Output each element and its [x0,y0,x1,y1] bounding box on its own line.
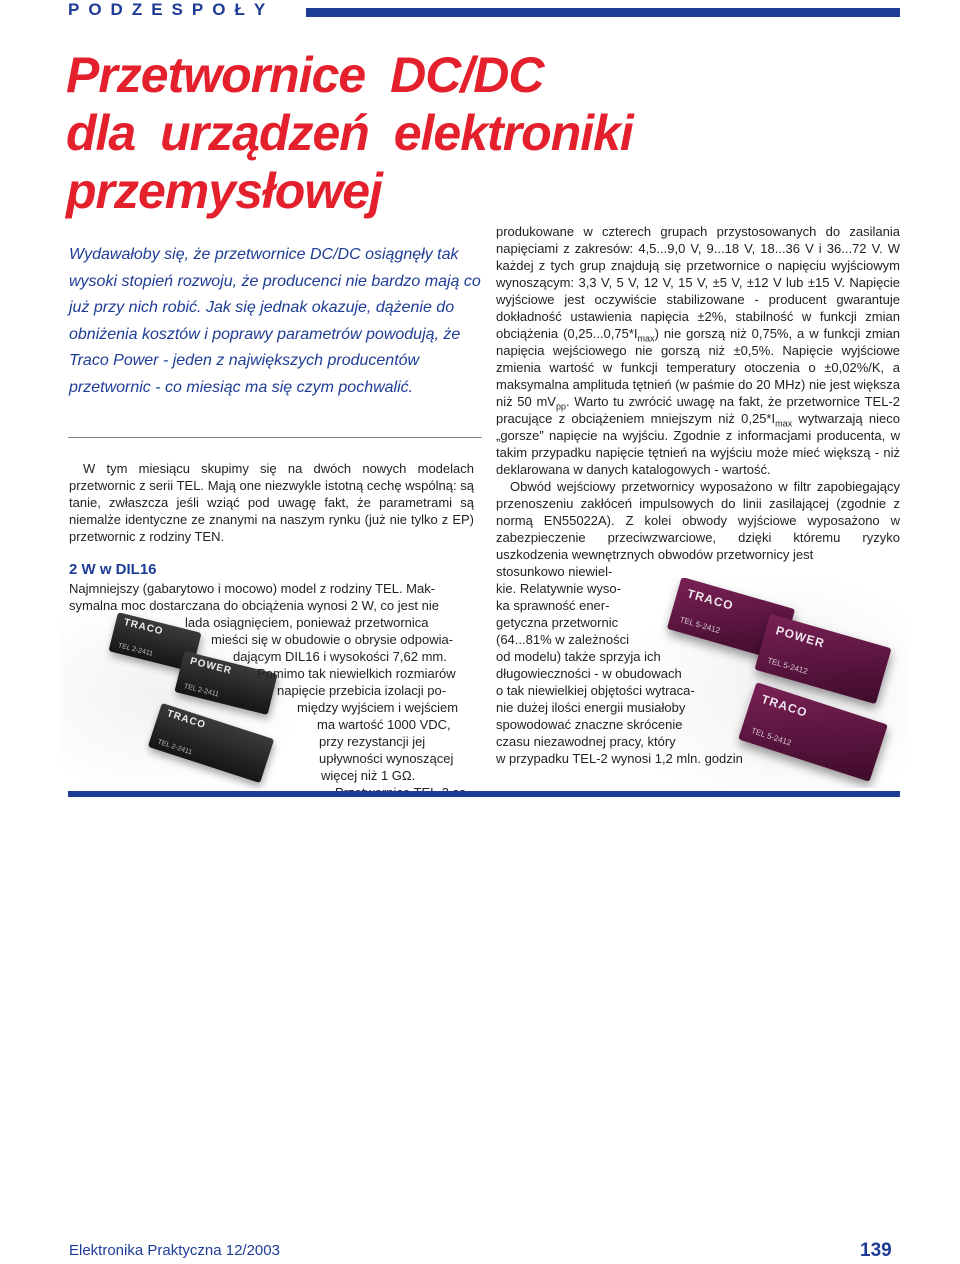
title-line-1: Przetwornice DC/DC [66,47,544,103]
section-body [69,580,474,796]
para-text: ) nie gorszą niż 0,75%, a w funkcji zmian napięcia wejściowego nie gorszą niż ±0,5%. Napięcie wyjściowe zmienia wartość w funkcji temperatury otoczenia o ±0,02%/K, a maksymalna amplituda tętnień (w paśmie do 20 MHz) nie jest większa niż 50 mV [496,326,900,409]
body-line: upływności wynoszącej [319,751,454,766]
body-line: przy rezystancji jej [319,734,426,749]
module-brand: POWER [774,623,827,651]
intro-paragraph [69,460,474,545]
title-line-2: dla urządzeń elektroniki [66,105,633,161]
chip-model: TEL 2-2411 [156,738,193,757]
para-text: wytwarzają nieco „gorsze” napięcie na wyjściu. Zgodnie z informacjami producenta, w takim przypadku napięcie tętnień na wyjściu może mieć większą - niż deklarowana w danych katalogowych - wartość. [496,411,900,477]
body-line: napięcie przebicia izolacji po- [277,683,447,698]
body-line: symalna moc dostarczana do obciążenia wynosi 2 W, co jest nie [69,598,439,613]
module-model: TEL 5-2412 [678,615,722,636]
body-line: Pomimo tak niewielkich rozmiarów [257,666,456,681]
chip-brand: TRACO [122,617,165,638]
bottom-divider [68,791,900,797]
chip-brand: POWER [188,655,234,677]
right-column [496,223,900,767]
body-line: kie. Relatywnie wyso- [496,581,621,596]
body-line: stosunkowo niewiel- [496,564,613,579]
page-number: 139 [860,1240,892,1261]
chip-model: TEL 2-2411 [117,642,154,658]
body-line: w przypadku TEL-2 wynosi 1,2 mln. godzin [496,751,743,766]
article-title [66,46,633,220]
module-model: TEL 5-2412 [750,726,793,748]
right-wrap-lines [496,563,900,767]
subscript-max: max [775,418,793,429]
lead-paragraph: Wydawałoby się, że przetwornice DC/DC osiągnęły tak wysoki stopień rozwoju, że producenci nie bardzo mają co już przy nich robić. Jak się jednak okazuje, dążenie do obniżenia kosztów i poprawy parametrów powodują, że Traco Power - jeden z największych producentów przetwornic - co miesiąc ma się czym pochwalić. [69,246,481,396]
header-rule [306,8,900,17]
body-line: czasu niezawodnej pracy, który [496,734,676,749]
body-line: mieści się w obudowie o obrysie odpowia- [211,632,454,647]
body-line: ka sprawność ener- [496,598,610,613]
body-line: od modelu) także sprzyja ich [496,649,661,664]
section-heading: 2 W w DIL16 [69,561,157,578]
body-line: getyczna przetwornic [496,615,619,630]
subscript-pp: pp [555,401,566,412]
body-line: spowodować znaczne skrócenie [496,717,683,732]
body-line: (64...81% w zależności [496,632,629,647]
footer-magazine: Elektronika Praktyczna 12/2003 [69,1242,280,1259]
module-model: TEL 5-2412 [766,655,809,677]
lead-divider [68,437,482,438]
right-paragraph-1 [496,223,900,478]
body-line: długowieczności - w obudowach [496,666,682,681]
para-text: . Warto tu zwrócić uwagę na fakt, że przetwornice TEL-2 pracujące z obciążeniem mniejszym niż 0,25*I [496,394,900,426]
intro-text: W tym miesiącu skupimy się na dwóch nowych modelach przetwornic z serii TEL. Mają one niezwykle istotną cechę wspólną: są tanie, zwłaszcza jeśli wziąć pod uwagę fakt, że parametrami są niemalże identyczne ze znanymi na naszym rynku (już nie tylko z EP) przetwornic z rodziny TEN. [69,461,474,544]
body-line: o tak niewielkiej objętości wytraca- [496,683,695,698]
section-label: PODZESPOŁY [68,0,275,19]
title-line-3: przemysłowej [66,163,382,219]
para-text: produkowane w czterech grupach przystosowanych do zasilania napięciami z zakresów: 4,5...9,0 V, 9...18 V, 18...36 V i 36...72 V. W każdej z tych grup znajdują się przetwornice o napięciu wyjściowym wynoszącym: 3,3 V, 5 V, 12 V, 15 V, ±5 V, ±12 V lub ±15 V. Napięcie wyjściowe jest oczywiście stabilizowane - producent gwarantuje dokładność ustawienia napięcia ±2%, stabilność w funkcji zmian obciążenia (0,25...0,75*I [496,224,900,341]
chip-brand: TRACO [165,708,208,732]
module-brand: TRACO [685,586,736,613]
module-brand: TRACO [759,691,810,720]
body-line: między wyjściem i wejściem [297,700,459,715]
body-line: dającym DIL16 i wysokości 7,62 mm. [233,649,447,664]
right-paragraph-2 [496,478,900,563]
body-line: Najmniejszy (gabarytowo i mocowo) model z rodziny TEL. Mak- [69,581,436,596]
chip-model: TEL 2-2411 [183,683,220,699]
body-line: lada osiągnięciem, ponieważ przetwornica [185,615,429,630]
body-line: nie dużej ilości energii musiałoby [496,700,686,715]
body-line: więcej niż 1 GΩ. [321,768,416,783]
para-text: Obwód wejściowy przetwornicy wyposażono w filtr zapobiegający przenoszeniu zakłóceń impulsowych do linii zasilającej (zgodnie z normą EN55022A). Z kolei obwody wyjściowe wyposażono w zabezpieczenie przeciwzwarciowe, dzięki któremu ryzyko uszkodzenia wewnętrznych obwodów przetwornicy jest [496,479,900,562]
body-line: ma wartość 1000 VDC, [317,717,451,732]
subscript-max: max [637,333,655,344]
